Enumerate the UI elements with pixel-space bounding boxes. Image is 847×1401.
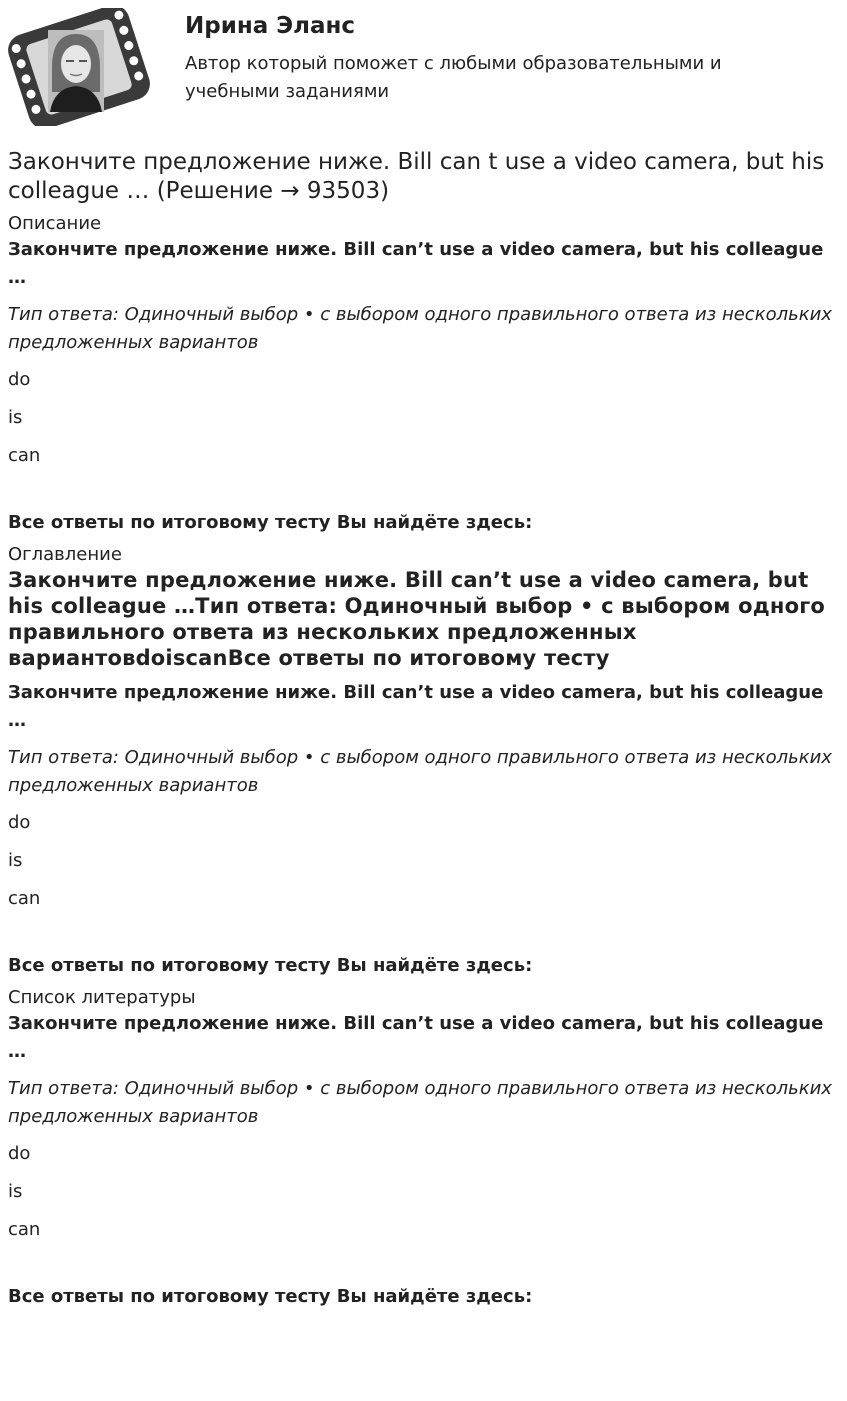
- question-text: Закончите предложение ниже. Bill can’t use a video camera, but his colleague …: [8, 239, 824, 288]
- answer-option: can: [8, 445, 41, 466]
- question-text: Закончите предложение ниже. Bill can’t use a video camera, but his colleague …: [8, 682, 824, 731]
- answer-option: is: [8, 1181, 23, 1202]
- answer-type-text: Тип ответа: Одиночный выбор • с выбором одного правильного ответа из нескольких предложенных вариантов: [8, 1078, 832, 1127]
- question-text: Закончите предложение ниже. Bill can’t use a video camera, but his colleague …: [8, 1013, 824, 1062]
- answer-option: do: [8, 812, 31, 833]
- answer-option: do: [8, 1143, 31, 1164]
- answer-option: do: [8, 369, 31, 390]
- answer-type-text: Тип ответа: Одиночный выбор • с выбором одного правильного ответа из нескольких предложенных вариантов: [8, 304, 832, 353]
- all-answers-note: Все ответы по итоговому тесту Вы найдёте здесь:: [8, 512, 533, 533]
- all-answers-note: Все ответы по итоговому тесту Вы найдёте здесь:: [8, 955, 533, 976]
- section-label-toc: Оглавление: [8, 544, 122, 565]
- answer-option: can: [8, 888, 41, 909]
- answer-type-text: Тип ответа: Одиночный выбор • с выбором одного правильного ответа из нескольких предложенных вариантов: [8, 747, 832, 796]
- all-answers-note: Все ответы по итоговому тесту Вы найдёте здесь:: [8, 1286, 533, 1307]
- answer-option: is: [8, 850, 23, 871]
- portrait-photo: [48, 30, 104, 112]
- author-name: Ирина Эланс: [185, 13, 356, 39]
- answer-option: can: [8, 1219, 41, 1240]
- main-content: [8, 148, 839, 1311]
- answer-option: is: [8, 407, 23, 428]
- page-title: Закончите предложение ниже. Bill can t use a video camera, but his colleague … (Решение → 93503): [8, 149, 825, 204]
- toc-heading: Закончите предложение ниже. Bill can’t use a video camera, but his colleague …Тип ответа: Одиночный выбор • с выбором одного правильного ответа из нескольких предложенных вариантовdoiscanВсе ответы по итоговому тесту: [8, 568, 826, 670]
- section-label-literature: Список литературы: [8, 987, 196, 1008]
- author-description: Автор который поможет с любыми образовательными и учебными заданиями: [185, 53, 722, 102]
- author-card: [8, 8, 839, 126]
- section-label-description: Описание: [8, 213, 102, 234]
- author-avatar: [8, 8, 150, 126]
